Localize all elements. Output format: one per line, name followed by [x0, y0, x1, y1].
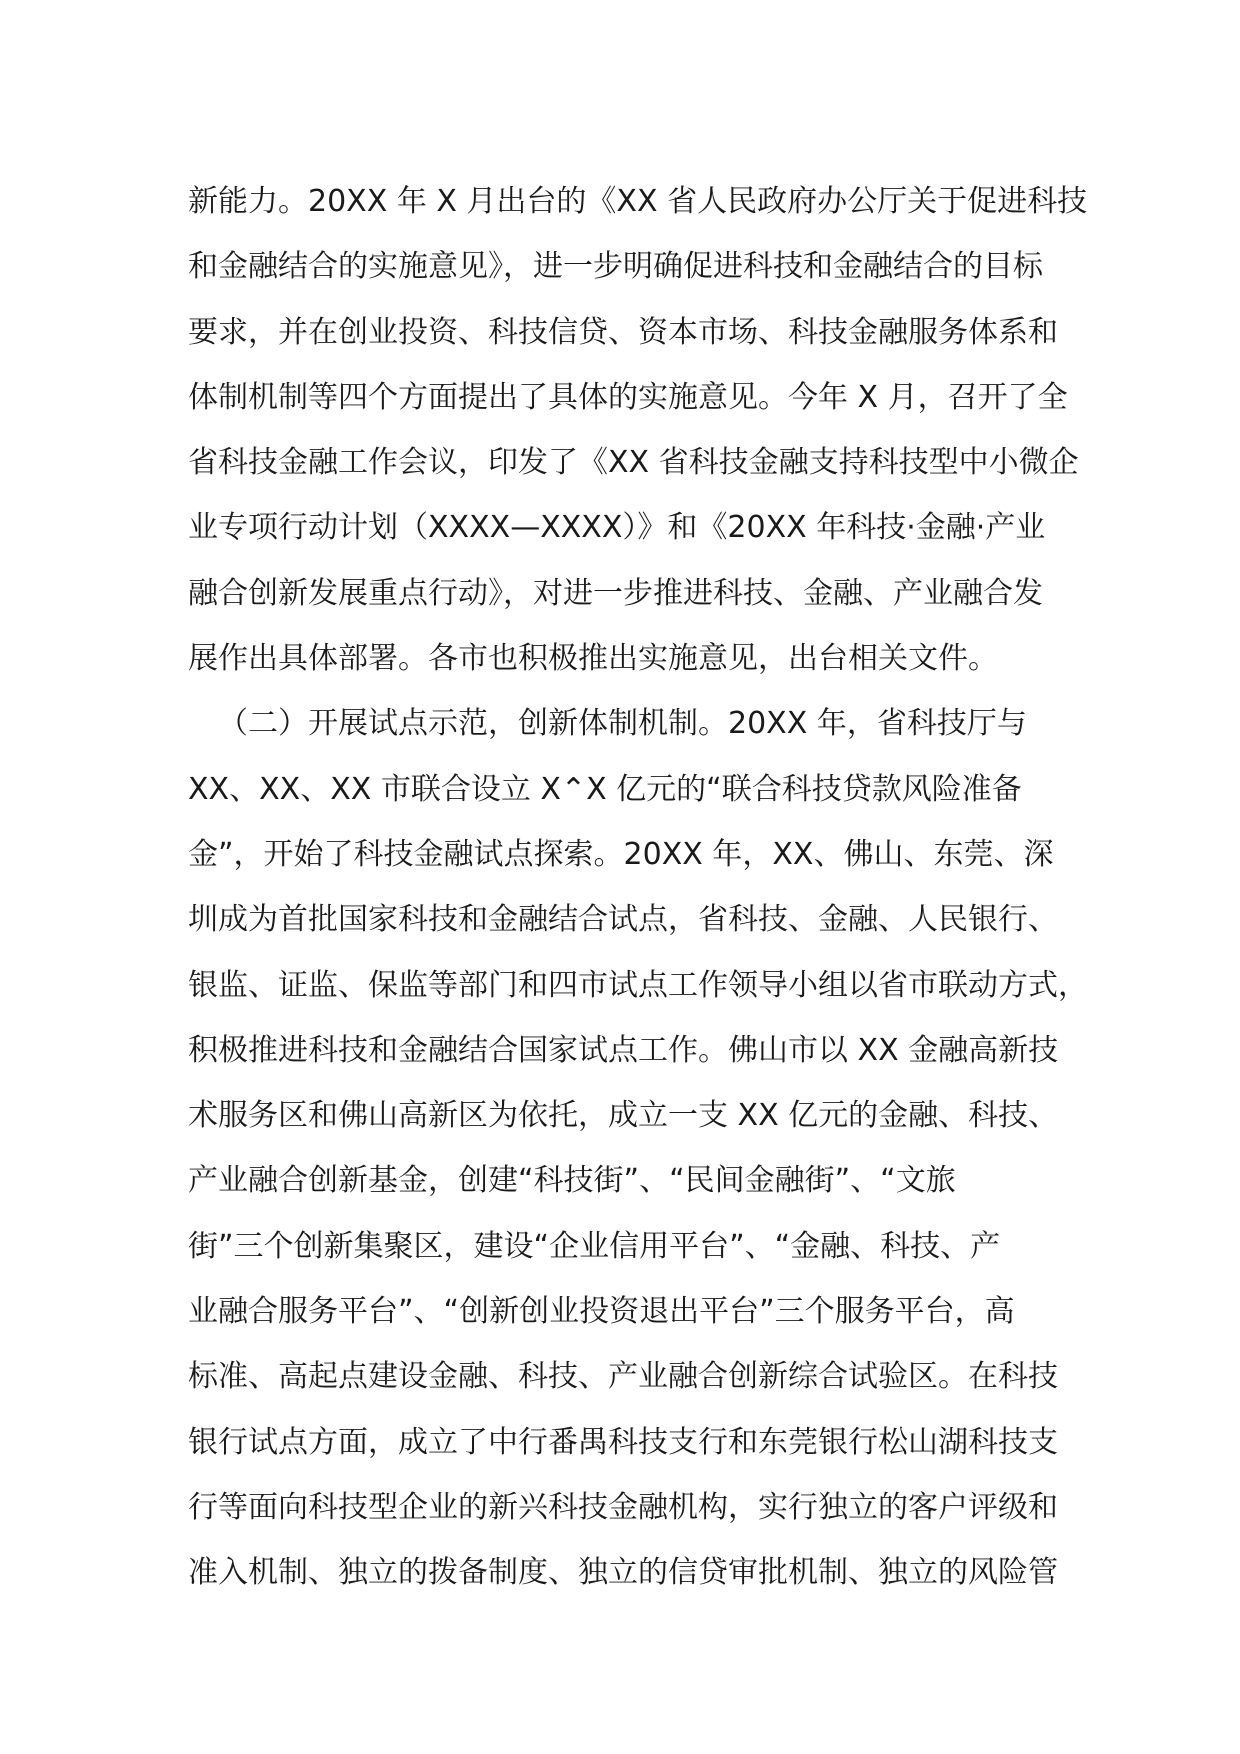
- text-line: 融合创新发展重点行动》，对进一步推进科技、金融、产业融合发: [188, 575, 1043, 611]
- text-line: 和金融结合的实施意见》，进一步明确促进科技和金融结合的目标: [188, 249, 1043, 285]
- text-line: 省科技金融工作会议，印发了《XX 省科技金融支持科技型中小微企: [188, 445, 1079, 481]
- text-line: 银行试点方面，成立了中行番禺科技支行和东莞银行松山湖科技支: [188, 1424, 1058, 1460]
- text-line: XX、XX、XX 市联合设立 X⌃X 亿元的“联合科技贷款风险准备: [188, 771, 1022, 807]
- text-line: 体制机制等四个方面提出了具体的实施意见。今年 X 月，召开了全: [188, 379, 1068, 415]
- text-line: 产业融合创新基金，创建“科技街”、“民间金融街”、“文旅: [188, 1163, 956, 1199]
- text-line: 圳成为首批国家科技和金融结合试点，省科技、金融、人民银行、: [188, 902, 1058, 938]
- body-text: [188, 169, 1088, 1606]
- text-line: 行等面向科技型企业的新兴科技金融机构，实行独立的客户评级和: [188, 1489, 1058, 1525]
- text-line: 金”，开始了科技金融试点探索。20XX 年，XX、佛山、东莞、深: [188, 836, 1054, 872]
- text-line: 街”三个创新集聚区，建设“企业信用平台”、“金融、科技、产: [188, 1228, 1001, 1264]
- text-line: 准入机制、独立的拨备制度、独立的信贷审批机制、独立的风险管: [188, 1555, 1058, 1591]
- text-line: 积极推进科技和金融结合国家试点工作。佛山市以 XX 金融高新技: [188, 1032, 1059, 1068]
- text-line: 银监、证监、保监等部门和四市试点工作领导小组以省市联动方式，: [188, 967, 1088, 1003]
- text-line: 展作出具体部署。各市也积极推出实施意见，出台相关文件。: [188, 641, 998, 677]
- text-line: 新能力。20XX 年 X 月出台的《XX 省人民政府办公厅关于促进科技: [188, 184, 1088, 219]
- text-line: 标准、高起点建设金融、科技、产业融合创新综合试验区。在科技: [188, 1359, 1058, 1395]
- paragraph-start-line: （二）开展试点示范，创新体制机制。20XX 年，省科技厅与: [218, 706, 1027, 742]
- text-line: 业融合服务平台”、“创新创业投资退出平台”三个服务平台，高: [188, 1294, 1015, 1330]
- text-line: 要求，并在创业投资、科技信贷、资本市场、科技金融服务体系和: [188, 314, 1058, 350]
- text-line: 术服务区和佛山高新区为依托，成立一支 XX 亿元的金融、科技、: [188, 1098, 1059, 1134]
- text-line: 业专项行动计划（XXXX—XXXX）》和《20XX 年科技·金融·产业: [188, 510, 1046, 546]
